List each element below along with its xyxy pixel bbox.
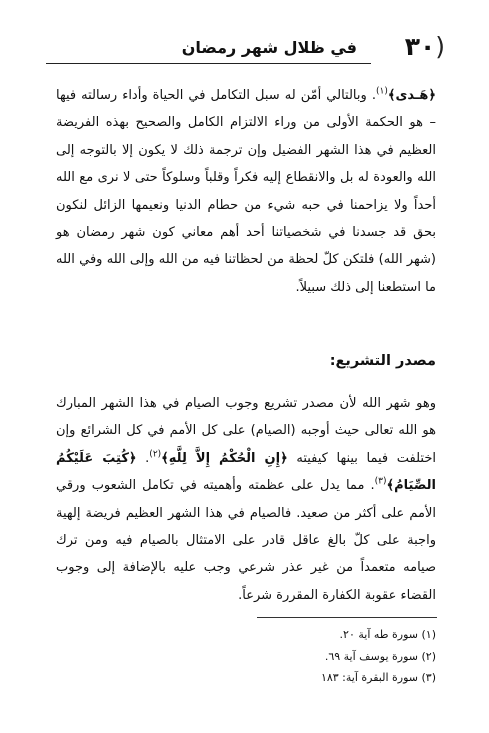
footnote-3: (٣) سورة البقرة آية: ١٨٣ (320, 671, 436, 684)
paragraph-1-text: . وبالتالي أمّن له سبل التكامل في الحياة وأداء رسالته فيها – هو الحكمة الأولى من وراء الالتزام الكامل والصحيح بهذه الفريضة العظيم في هذا الشهر الفضيل وإن ترجمة ذلك لا يكون إلا بالتوجه إلى الله والعودة له بل والانقطاع إليه فكراً وقلباً وسلوكاً حتى لا نرى مع الله أحداً ولا يزاحمنا في حبه شيء من حطام الدنيا ونعيمها الزائل لنكون بحق قد جسدنا في شخصياتنا أحد أهم معاني كون شهر رمضان هو (شهر الله) فلتكن كلّ لحظة من لحظاتنا فيه من الله وإلى الله وفي الله ما استطعنا إلى ذلك سبيلاً. (56, 88, 436, 295)
paragraph-2-text-b: . (136, 450, 150, 466)
footnote-1: (١) سورة طه آية ٢٠. (339, 628, 436, 641)
page-header (40, 30, 449, 70)
page-number: (٣٠ (404, 32, 445, 61)
footnote-ref-2: (٢) (149, 449, 162, 460)
quran-quote-3: ﴿كُتِبَ عَلَيْكُمُ الصِّيَامُ﴾ (56, 450, 436, 494)
paragraph-2-text-a: وهو شهر الله لأن مصدر تشريع وجوب الصيام في هذا الشهر المبارك هو الله تعالى حيث أوجبه (الصيام) على كل الأمم في كل الشرائع وإن اختلفت فيما بينها كيفيته (56, 396, 436, 466)
paragraph-1 (56, 82, 436, 301)
paragraph-2-text-c: . مما يدل على عظمته وأهميته في تكامل الشعوب ورقي الأمم على أكثر من صعيد. فالصيام في هذا الشهر العظيم فريضة إلهية واجبة على كلّ بالغ عاقل قادر على الامتثال بالصيام فيه ومن ترك صيامه متعمداً من غير عذر شرعي وجب عليه بالإضافة إلى وجوب القضاء عقوبة الكفارة المقررة شرعاً. (56, 478, 436, 603)
footnote-ref-3: (٣) (374, 476, 387, 487)
running-title: في ظلال شهر رمضان (181, 38, 357, 57)
quran-quote: ﴿هَـدى﴾ (387, 88, 436, 103)
section-title: مصدر التشريع: (329, 353, 436, 369)
footnote-ref-1: (١) (375, 86, 388, 97)
header-rule (46, 63, 371, 64)
footnotes (56, 624, 436, 689)
paragraph-2 (56, 390, 436, 609)
footnote-rule (257, 617, 437, 618)
quran-quote-2: ﴿إِنِ الْحُكْمُ إِلاَّ لِلَّهِ﴾ (161, 450, 288, 466)
footnote-2: (٢) سورة يوسف آية ٦٩. (324, 649, 436, 663)
